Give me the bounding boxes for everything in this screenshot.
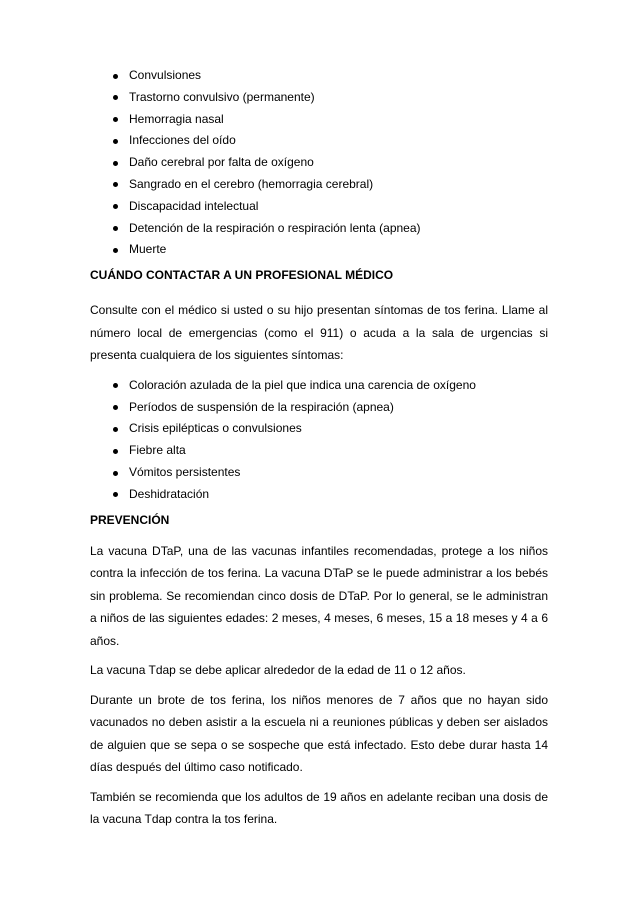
list-item-text: Hemorragia nasal — [129, 111, 224, 126]
list-item — [90, 487, 548, 502]
bullet-icon — [113, 383, 118, 388]
complications-list — [90, 68, 548, 257]
bullet-icon — [113, 182, 118, 187]
list-item — [90, 177, 548, 192]
list-item-text: Trastorno convulsivo (permanente) — [129, 89, 315, 104]
list-item — [90, 155, 548, 170]
prevention-paragraph: La vacuna Tdap se debe aplicar alrededor de la edad de 11 o 12 años. — [90, 663, 466, 678]
contact-paragraph: Consulte con el médico si usted o su hijo presentan síntomas de tos ferina. Llame al número local de emergencias (como el 911) o acuda a la sala de urgencias si presenta cualquiera de los siguientes síntomas: — [90, 303, 548, 363]
list-item-text: Deshidratación — [129, 486, 210, 501]
bullet-icon — [113, 248, 118, 253]
bullet-icon — [113, 405, 118, 410]
list-item-text: Detención de la respiración o respiración lenta (apnea) — [129, 220, 421, 235]
bullet-icon — [113, 427, 118, 432]
list-item — [90, 90, 548, 105]
symptoms-list — [90, 378, 548, 502]
prevention-paragraph: La vacuna DTaP, una de las vacunas infantiles recomendadas, protege a los niños contra la infección de tos ferina. La vacuna DTaP se le puede administrar a los bebés sin problema. Se recomiendan cinco dosis de DTaP. Por lo general, se le administran a niños de las siguientes edades: 2 meses, 4 meses, 6 meses, 15 a 18 meses y 4 a 6 años. — [90, 543, 548, 648]
bullet-icon — [113, 449, 118, 454]
list-item — [90, 199, 548, 214]
list-item-text: Discapacidad intelectual — [129, 198, 259, 213]
document-page — [90, 68, 548, 831]
list-item — [90, 443, 548, 458]
bullet-icon — [113, 139, 118, 144]
list-item-text: Coloración azulada de la piel que indica una carencia de oxígeno — [129, 377, 476, 392]
list-item-text: Infecciones del oído — [129, 133, 236, 148]
prevention-paragraph: Durante un brote de tos ferina, los niños menores de 7 años que no hayan sido vacunados no deben asistir a la escuela ni a reuniones públicas y deben ser aislados de alguien que se sepa o se sospeche que está infectado. Esto debe durar hasta 14 días después del último caso notificado. — [90, 692, 548, 775]
list-item-text: Vómitos persistentes — [129, 465, 241, 480]
bullet-icon — [113, 204, 118, 209]
list-item — [90, 68, 548, 83]
list-item — [90, 421, 548, 436]
list-item-text: Sangrado en el cerebro (hemorragia cerebral) — [129, 176, 374, 191]
bullet-icon — [113, 226, 118, 231]
list-item — [90, 112, 548, 127]
list-item-text: Muerte — [129, 242, 167, 257]
section-heading-contact: CUÁNDO CONTACTAR A UN PROFESIONAL MÉDICO — [90, 268, 394, 283]
list-item — [90, 133, 548, 148]
bullet-icon — [113, 74, 118, 79]
bullet-icon — [113, 117, 118, 122]
bullet-icon — [113, 471, 118, 476]
section-heading-prevention: PREVENCIÓN — [90, 512, 170, 527]
list-item — [90, 400, 548, 415]
list-item-text: Fiebre alta — [129, 443, 186, 458]
bullet-icon — [113, 492, 118, 497]
list-item — [90, 378, 548, 393]
prevention-paragraph: También se recomienda que los adultos de 19 años en adelante reciban una dosis de la vacuna Tdap contra la tos ferina. — [90, 789, 548, 827]
list-item — [90, 242, 548, 257]
bullet-icon — [113, 161, 118, 166]
list-item-text: Crisis epilépticas o convulsiones — [129, 421, 302, 436]
list-item — [90, 465, 548, 480]
list-item-text: Daño cerebral por falta de oxígeno — [129, 155, 314, 170]
list-item-text: Períodos de suspensión de la respiración (apnea) — [129, 399, 394, 414]
bullet-icon — [113, 95, 118, 100]
list-item — [90, 221, 548, 236]
list-item-text: Convulsiones — [129, 68, 202, 82]
